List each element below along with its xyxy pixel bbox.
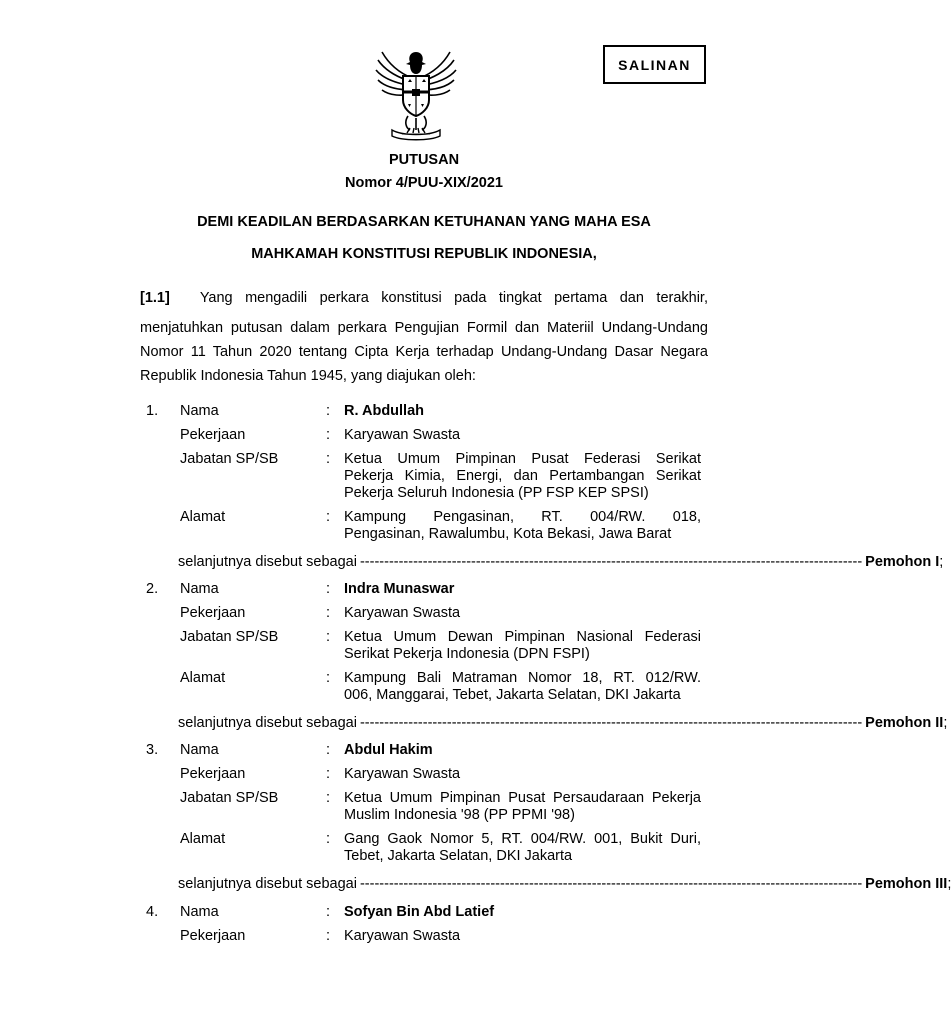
- document-number: Nomor 4/PUU-XIX/2021: [345, 175, 503, 191]
- pekerjaan-label: Pekerjaan: [180, 928, 246, 944]
- colon: :: [326, 904, 331, 920]
- petitioner-position: [344, 451, 701, 502]
- position-line: Ketua Umum Pimpinan Pusat Persaudaraan Pekerja: [344, 790, 701, 806]
- alamat-label: Alamat: [180, 509, 226, 525]
- designation-line: [178, 554, 944, 571]
- nama-label: Nama: [180, 581, 219, 597]
- salinan-label: SALINAN: [618, 56, 691, 73]
- petitioner-position: [344, 790, 701, 824]
- petitioner-index: 1.: [146, 403, 159, 419]
- petitioner-occupation: Karyawan Swasta: [344, 605, 461, 621]
- designation-terminator: ;: [947, 876, 951, 892]
- colon: :: [326, 509, 331, 525]
- address-line: Gang Gaok Nomor 5, RT. 004/RW. 001, Bukit Duri,: [344, 831, 701, 847]
- alamat-label: Alamat: [180, 831, 226, 847]
- dash-leader: --------------------------------------------------------------------------------------------------------: [359, 715, 863, 731]
- petitioner-position: [344, 629, 701, 663]
- petitioner-address: [344, 509, 701, 543]
- petitioner-name: R. Abdullah: [344, 403, 425, 419]
- designation-prefix: selanjutnya disebut sebagai: [178, 715, 357, 731]
- petitioner-index: 2.: [146, 581, 159, 597]
- nama-label: Nama: [180, 742, 219, 758]
- designation-name: Pemohon I: [865, 554, 940, 570]
- colon: :: [326, 629, 331, 645]
- colon: :: [326, 581, 331, 597]
- intro-line-4: Republik Indonesia Tahun 1945, yang diajukan oleh:: [140, 368, 476, 384]
- petitioner-address: [344, 831, 701, 865]
- colon: :: [326, 403, 331, 419]
- designation-name: Pemohon II: [865, 715, 944, 731]
- paragraph-number: [1.1]: [140, 290, 170, 306]
- intro-continuation: [140, 316, 708, 388]
- designation-line: [178, 876, 951, 893]
- invocation-line: DEMI KEADILAN BERDASARKAN KETUHANAN YANG MAHA ESA: [197, 214, 651, 230]
- petitioner-occupation: Karyawan Swasta: [344, 766, 461, 782]
- position-line: Pekerja Kimia, Energi, dan Pertambangan Serikat: [344, 468, 701, 484]
- colon: :: [326, 605, 331, 621]
- intro-paragraph: [140, 286, 708, 310]
- petitioner-name: Indra Munaswar: [344, 581, 455, 597]
- petitioner-name: Sofyan Bin Abd Latief: [344, 904, 495, 920]
- position-line: Serikat Pekerja Indonesia (DPN FSPI): [344, 646, 590, 662]
- jabatan-label: Jabatan SP/SB: [180, 629, 279, 645]
- salinan-stamp: [603, 45, 706, 84]
- position-line: Muslim Indonesia '98 (PP PPMI '98): [344, 807, 575, 823]
- court-name: MAHKAMAH KONSTITUSI REPUBLIK INDONESIA,: [251, 246, 597, 262]
- position-line: Ketua Umum Pimpinan Pusat Federasi Serikat: [344, 451, 701, 467]
- petitioner-index: 4.: [146, 904, 159, 920]
- petitioner-occupation: Karyawan Swasta: [344, 928, 461, 944]
- petitioner-address: [344, 670, 701, 704]
- designation-line: [178, 715, 948, 732]
- pekerjaan-label: Pekerjaan: [180, 427, 246, 443]
- address-line: 006, Manggarai, Tebet, Jakarta Selatan, DKI Jakarta: [344, 687, 681, 703]
- intro-line-1: [140, 286, 708, 310]
- designation-prefix: selanjutnya disebut sebagai: [178, 554, 357, 570]
- jabatan-label: Jabatan SP/SB: [180, 790, 279, 806]
- intro-line-text: Yang mengadili perkara konstitusi pada tingkat pertama dan terakhir,: [199, 290, 708, 306]
- address-line: Kampung Pengasinan, RT. 004/RW. 018,: [344, 509, 701, 525]
- intro-line-3: Nomor 11 Tahun 2020 tentang Cipta Kerja terhadap Undang-Undang Dasar Negara: [140, 344, 708, 360]
- colon: :: [326, 427, 331, 443]
- address-line: Kampung Bali Matraman Nomor 18, RT. 012/RW.: [344, 670, 701, 686]
- address-line: Pengasinan, Rawalumbu, Kota Bekasi, Jawa Barat: [344, 526, 672, 542]
- designation-terminator: ;: [939, 554, 944, 570]
- colon: :: [326, 742, 331, 758]
- colon: :: [326, 451, 331, 467]
- intro-line-2: menjatuhkan putusan dalam perkara Pengujian Formil dan Materiil Undang-Undang: [140, 320, 708, 336]
- colon: :: [326, 831, 331, 847]
- nama-label: Nama: [180, 904, 219, 920]
- alamat-label: Alamat: [180, 670, 226, 686]
- designation-prefix: selanjutnya disebut sebagai: [178, 876, 357, 892]
- colon: :: [326, 670, 331, 686]
- dash-leader: --------------------------------------------------------------------------------------------------------: [359, 554, 863, 570]
- colon: :: [326, 766, 331, 782]
- position-line: Ketua Umum Dewan Pimpinan Nasional Federasi: [344, 629, 701, 645]
- address-line: Tebet, Jakarta Selatan, DKI Jakarta: [344, 848, 573, 864]
- dash-leader: --------------------------------------------------------------------------------------------------------: [359, 876, 863, 892]
- document-title: PUTUSAN: [388, 152, 460, 168]
- designation-name: Pemohon III: [865, 876, 948, 892]
- petitioner-index: 3.: [146, 742, 159, 758]
- pekerjaan-label: Pekerjaan: [180, 766, 246, 782]
- petitioner-name: Abdul Hakim: [344, 742, 433, 758]
- garuda-emblem-icon: [372, 44, 460, 144]
- petitioner-occupation: Karyawan Swasta: [344, 427, 461, 443]
- nama-label: Nama: [180, 403, 219, 419]
- position-line: Pekerja Seluruh Indonesia (PP FSP KEP SPSI): [344, 485, 649, 501]
- colon: :: [326, 790, 331, 806]
- colon: :: [326, 928, 331, 944]
- designation-terminator: ;: [943, 715, 948, 731]
- pekerjaan-label: Pekerjaan: [180, 605, 246, 621]
- jabatan-label: Jabatan SP/SB: [180, 451, 279, 467]
